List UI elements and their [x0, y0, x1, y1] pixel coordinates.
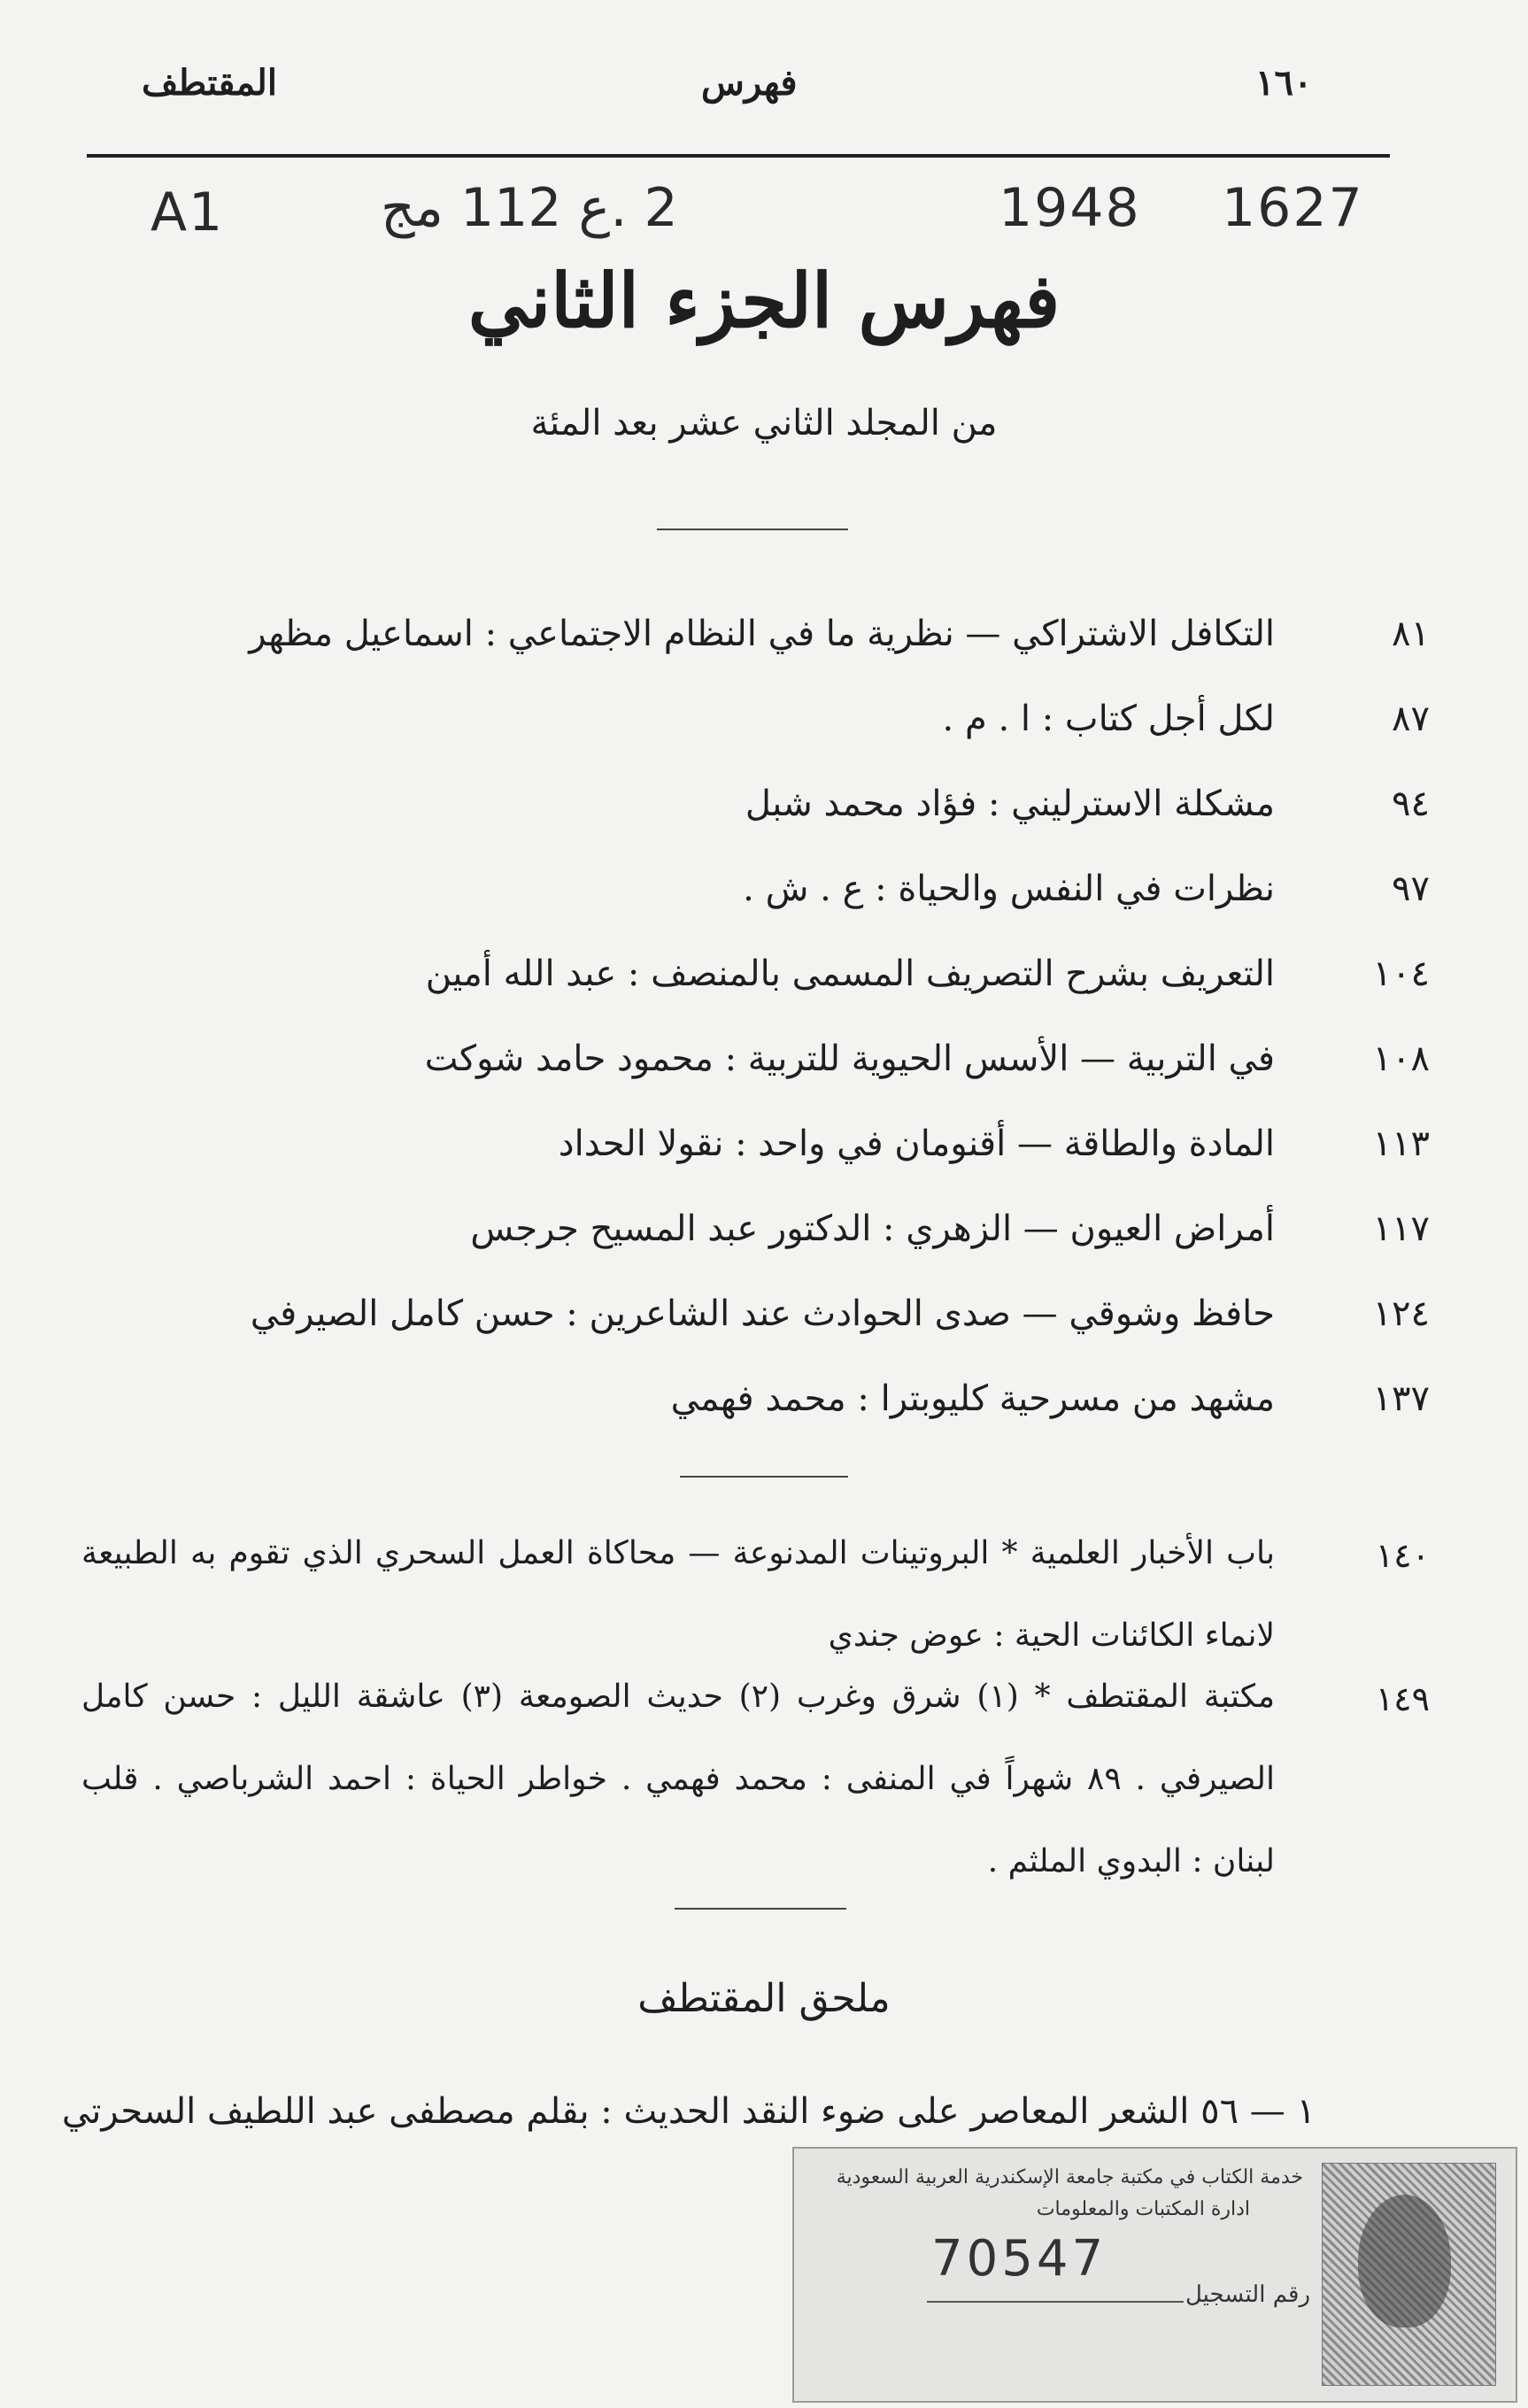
entry-page-number: ١٣٧ [1372, 1378, 1430, 1419]
section-divider [675, 1908, 846, 1910]
entry-title: حافظ وشوقي — صدى الحوادث عند الشاعرين : حسن كامل الصيرفي [250, 1293, 1275, 1334]
page-number: ١٦٠ [1255, 62, 1313, 104]
handwritten-year: 1948 [999, 177, 1141, 239]
page-subtitle: من المجلد الثاني عشر بعد المئة [530, 403, 998, 444]
entry-page-number: ٩٧ [1392, 868, 1430, 909]
section-divider [680, 1476, 848, 1478]
header-rule [87, 154, 1390, 158]
entry-page-number: ٩٤ [1392, 783, 1430, 824]
entry-page-number: ١٤٠ [1375, 1536, 1430, 1575]
entry-title: مشكلة الاسترليني : فؤاد محمد شبل [745, 783, 1275, 824]
entry-page-number: ٨١ [1392, 614, 1430, 654]
entry-title: لكل أجل كتاب : ا . م . [942, 698, 1275, 739]
registration-number: 70547 [931, 2230, 1107, 2288]
entry-page-number: ١٤٩ [1375, 1679, 1430, 1718]
running-journal-title: المقتطف [142, 62, 277, 104]
handwritten-record-number: 1627 [1222, 177, 1364, 239]
entry-title: التعريف بشرح التصريف المسمى بالمنصف : عبد الله أمين [425, 953, 1275, 994]
entry-page-number: ١٢٤ [1372, 1293, 1430, 1334]
entry-page-number: ٨٧ [1392, 698, 1430, 739]
handwritten-volume-issue: 2 .ع 112 مج [381, 177, 678, 239]
stamp-line-1: خدمة الكتاب في مكتبة جامعة الإسكندرية العربية السعودية [836, 2166, 1303, 2188]
entry-title: نظرات في النفس والحياة : ع . ش . [743, 868, 1275, 909]
library-stamp [792, 2147, 1517, 2403]
running-section: فهرس [701, 62, 798, 104]
entry-page-number: ١١٣ [1372, 1123, 1430, 1164]
supplement-entry: ١ — ٥٦ الشعر المعاصر على ضوء النقد الحديث : بقلم مصطفى عبد اللطيف السحرتي [61, 2091, 1316, 2132]
entry-title: مشهد من مسرحية كليوبترا : محمد فهمي [670, 1378, 1275, 1419]
title-divider [657, 529, 848, 530]
entry-page-number: ١٠٨ [1372, 1038, 1430, 1079]
page-title: فهرس الجزء الثاني [467, 257, 1061, 344]
entry-title: في التربية — الأسس الحيوية للتربية : محمود حامد شوكت [424, 1038, 1275, 1079]
entry-page-number: ١٠٤ [1372, 953, 1430, 994]
entry-title: أمراض العيون — الزهري : الدكتور عبد المسيح جرجس [470, 1208, 1275, 1249]
entry-page-number: ١١٧ [1372, 1208, 1430, 1249]
stamp-portrait-image [1322, 2163, 1496, 2386]
handwritten-shelf-mark: A1 [150, 181, 225, 243]
news-paragraph: باب الأخبار العلمية * البروتينات المدنوعة — محاكاة العمل السحري الذي تقوم به الطبيعة لانماء الكائنات الحية : عوض جندي [81, 1535, 1275, 1654]
stamp-rule [927, 2301, 1184, 2303]
registration-label: رقم التسجيل [1185, 2281, 1310, 2308]
entry-title: المادة والطاقة — أقنومان في واحد : نقولا الحداد [558, 1123, 1275, 1164]
library-paragraph: مكتبة المقتطف * (١) شرق وغرب (٢) حديث الصومعة (٣) عاشقة الليل : حسن كامل الصيرفي . ٨٩ شهراً في المنفى : محمد فهمي . خواطر الحياة : احمد الشرباصي . قلب لبنان : البدوي الملثم . [81, 1679, 1275, 1879]
stamp-line-2: ادارة المكتبات والمعلومات [1036, 2198, 1250, 2220]
entry-title: التكافل الاشتراكي — نظرية ما في النظام الاجتماعي : اسماعيل مظهر [249, 614, 1275, 654]
supplement-title: ملحق المقتطف [637, 1976, 891, 2021]
